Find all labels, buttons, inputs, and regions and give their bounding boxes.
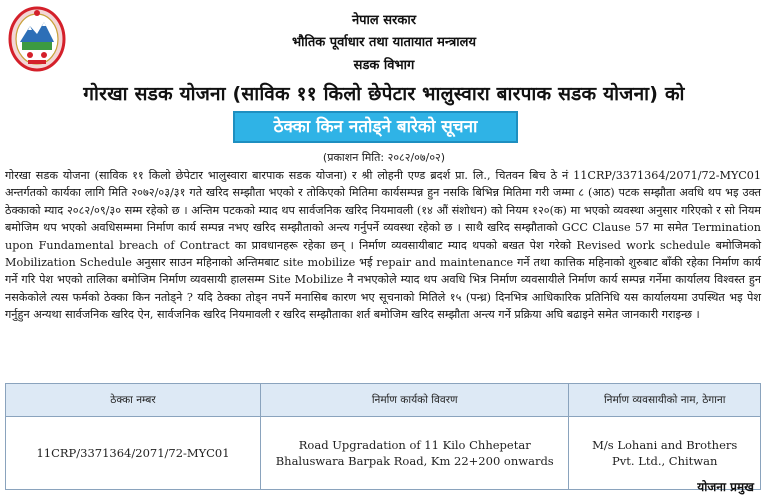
cell-contractor: M/s Lohani and Brothers Pvt. Ltd., Chitwan (569, 417, 761, 490)
notice-banner: ठेक्का किन नतोड्ने बारेको सूचना (233, 111, 518, 143)
signature-designation: योजना प्रमुख (697, 480, 754, 494)
publication-date: (प्रकाशन मिति: २०८२/०७/०२) (322, 151, 446, 164)
header-line-government: नेपाल सरकार (351, 13, 417, 28)
table-row (6, 417, 761, 490)
column-header-work-description: निर्माण कार्यको विवरण (260, 384, 568, 417)
header-line-ministry: भौतिक पूर्वाधार तथा यातायात मन्त्रालय (291, 35, 476, 50)
header-line-department: सडक विभाग (353, 58, 415, 73)
table-header-row (6, 384, 761, 417)
contract-table (5, 383, 761, 490)
column-header-contractor: निर्माण व्यवसायीको नाम, ठेगाना (569, 384, 761, 417)
notice-body-text: गोरखा सडक योजना (साविक ११ किलो छेपेटार भालुस्वारा बारपाक सडक योजना) र श्री लोहनी एण्ड ब्रदर्श प्रा. लि., चितवन बिच ठे नं 11CRP/3371364/2071/72-MYC01 अन्तर्गतको कार्यका लागि मिति २०७२/०३/३१ गते खरिद सम्झौता भएको र तोकिएको मितिमा कार्यसम्पन्न हुन नसकि बिभिन्न मितिमा गरी जम्मा ८ (आठ) पटक सम्झौता अवधि थप भइ उक्त ठेक्काको म्याद २०८२/०९/३० सम्म रहेको छ । अन्तिम पटकको म्याद थप सार्वजनिक खरिद नियमावली (१४ औं संशोधन) को नियम १२०(क) मा भएको व्यवस्था अनुसार गरिएको र सो नियम बमोजिम थप भएको अवधिसम्ममा निर्माण कार्य सम्पन्न नभए खरिद सम्झौताको अन्त्य गर्नुपर्ने व्यवस्था रहेको छ । साथै खरिद सम्झौताको GCC Clause 57 मा समेत Termination upon Fundamental breach of Contract का प्रावधानहरू रहेका छन् । निर्माण व्यवसायीबाट म्याद थपको बखत पेश गरेको Revised work schedule बमोजिमको Mobilization Schedule अनुसार साउन महिनाको अन्तिमबाट site mobilize भई repair and maintenance गर्ने तथा कात्तिक महिनाको शुरुबाट बाँकी रहेका निर्माण कार्य गर्ने गरि पेश भएको तालिका बमोजिम निर्माण व्यवसायी हालसम्म Site Mobilize नै नभएकोले म्याद थप अवधि भित्र निर्माण व्यवसायीले निर्माण कार्य सम्पन्न गर्नेमा कार्यालय विश्वस्त हुन नसकेकोले त्यस फर्मको ठेक्का किन नतोड्ने ? यदि ठेक्का तोड्न नपर्ने मनासिब कारण भए सूचनाको मितिले १५ (पन्ध्र) दिनभित्र आधिकारिक प्रतिनिधि यस कार्यालयमा उपस्थित भइ पेश गर्नुहुन अन्यथा सार्वजनिक खरिद ऐन, सार्वजनिक खरिद नियमावली र खरिद सम्झौताका शर्त बमोजिम खरिद सम्झौता अन्त्य गर्ने प्रक्रिया अघि बढाइने समेत जानकारी गराइन्छ । (5, 169, 761, 322)
notice-title: गोरखा सडक योजना (साविक ११ किलो छेपेटार भालुस्वारा बारपाक सडक योजना) को (83, 83, 685, 105)
column-header-contract-no: ठेक्का नम्बर (6, 384, 261, 417)
cell-contract-no: 11CRP/3371364/2071/72-MYC01 (6, 417, 261, 490)
cell-work-description: Road Upgradation of 11 Kilo Chhepetar Bhaluswara Barpak Road, Km 22+200 onwards (260, 417, 568, 490)
